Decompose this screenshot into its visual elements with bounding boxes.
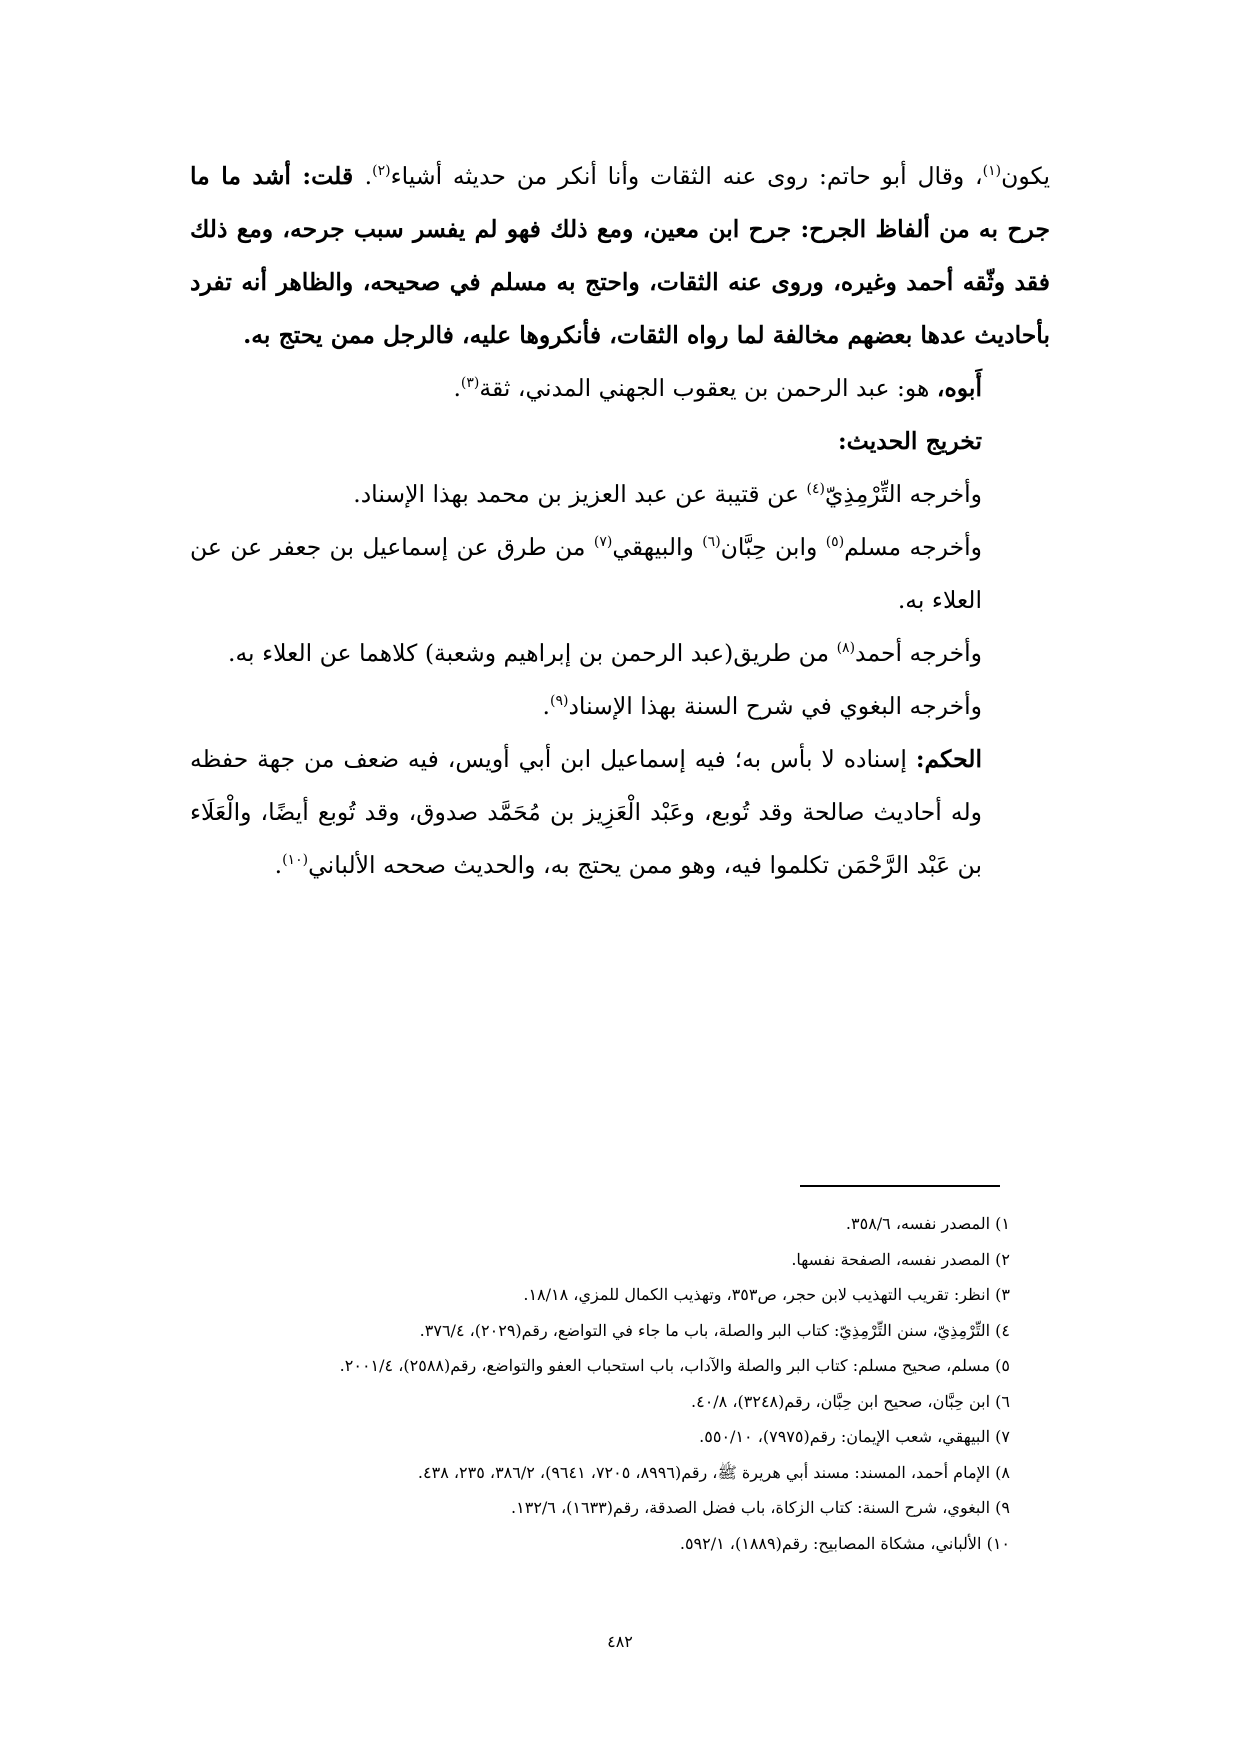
- text-span: والبيهقي: [612, 533, 703, 561]
- footnote-ref[interactable]: (١٠): [282, 852, 309, 869]
- footnote-ref[interactable]: (٩): [549, 693, 569, 710]
- bold-statement: قلت: أشد ما ما جرح به من ألفاظ الجرح: جرح ابن معين، ومع ذلك فهو لم يفسر سبب جرحه، ومع ذلك فقد وثّقه أحمد وغيره، وروى عنه الثقات، واحتج به مسلم في صحيحه، والظاهر أنه تفرد بأحاديث عدها بعضهم مخالفة لما رواه الثقات، فأنكروها عليه، فالرجل ممن يحتج به.: [190, 162, 1050, 349]
- footnote-item: ٩) البغوي، شرح السنة: كتاب الزكاة، باب فضل الصدقة، رقم(١٦٣٣)، ١٣٢/٦.: [511, 1498, 1010, 1517]
- footnote-ref[interactable]: (٦): [702, 534, 721, 551]
- text-span: وأخرجه البغوي في شرح السنة بهذا الإسناد: [568, 692, 982, 720]
- text-span: .: [274, 851, 283, 879]
- paragraph-muslim: [190, 521, 1050, 627]
- text-span: وأخرجه أحمد: [855, 639, 982, 667]
- footnote-separator: [800, 1185, 1000, 1187]
- footnotes: [130, 1206, 1010, 1561]
- footnote-ref[interactable]: (٢): [372, 163, 391, 180]
- text-span: وأخرجه مسلم: [844, 533, 982, 561]
- text-span: عن قتيبة عن عبد العزيز بن محمد بهذا الإسناد.: [353, 480, 807, 508]
- footnote-ref[interactable]: (٧): [593, 534, 613, 551]
- hukm-label: الحكم:: [915, 745, 982, 773]
- footnote-item: ٨) الإمام أحمد، المسند: مسند أبي هريرة ﷺ، رقم(٨٩٩٦، ٧٢٠٥، ٩٦٤١)، ٣٨٦/٢، ٢٣٥، ٤٣٨.: [417, 1462, 1010, 1482]
- footnote-item: ١٠) الألباني، مشكاة المصابيح: رقم(١٨٨٩)، ٥٩٢/١.: [679, 1533, 1010, 1553]
- footnote-item: ٦) ابن حِبَّان، صحيح ابن حِبَّان، رقم(٣٢٤٨)، ٤٠/٨.: [691, 1391, 1010, 1411]
- paragraph-narrator-critique: [190, 150, 1050, 362]
- paragraph-father: [190, 362, 1050, 415]
- footnote-item: ٢) المصدر نفسه، الصفحة نفسها.: [791, 1249, 1010, 1269]
- footnote-item: ٧) البيهقي، شعب الإيمان: رقم(٧٩٧٥)، ٥٥٠/١٠.: [699, 1427, 1010, 1446]
- text-span: .: [364, 162, 373, 190]
- paragraph-hukm: [190, 733, 1050, 892]
- page-number: ٤٨٢: [607, 1632, 633, 1651]
- footnote-item: ١) المصدر نفسه، ٣٥٨/٦.: [845, 1214, 1010, 1233]
- text-span: يكون: [1001, 162, 1050, 190]
- text-span: .: [453, 374, 461, 402]
- footnote-item: ٣) انظر: تقريب التهذيب لابن حجر، ص٣٥٣، وتهذيب الكمال للمزي، ١٨/١٨.: [523, 1285, 1010, 1304]
- text-span: وأخرجه التِّرْمِذِيّ: [824, 480, 982, 508]
- footnote-ref[interactable]: (٣): [460, 375, 480, 392]
- text-span: وابن حِبَّان: [720, 533, 826, 561]
- footnote-ref[interactable]: (٨): [836, 640, 856, 657]
- text-span: هو: عبد الرحمن بن يعقوب الجهني المدني، ثقة: [479, 374, 937, 402]
- text-span: ، وقال أبو حاتم: روى عنه الثقات وأنا أنكر من حديثه أشياء: [390, 162, 983, 190]
- footnote-ref[interactable]: (٥): [825, 534, 845, 551]
- paragraph-ahmad: [190, 627, 1050, 680]
- takhrij-heading: تخريج الحديث:: [837, 427, 982, 455]
- father-label: أَبوه،: [936, 374, 982, 402]
- paragraph-tirmidhi: [190, 468, 1050, 521]
- paragraph-baghawi: [190, 680, 1050, 733]
- text-span: إسناده لا بأس به؛ فيه إسماعيل ابن أبي أويس، فيه ضعف من جهة حفظه وله أحاديث صالحة وقد تُوبع، وعَبْد الْعَزِيز بن مُحَمَّد صدوق، وقد تُوبع أيضًا، والْعَلَاء بن عَبْد الرَّحْمَن تكلموا فيه، وهو ممن يحتج به، والحديث صححه الألباني: [190, 745, 982, 879]
- main-text: [190, 150, 1050, 892]
- footnote-item: ٤) التِّرْمِذِيّ، سنن التِّرْمِذِيّ: كتاب البر والصلة، باب ما جاء في التواضع، رقم(٢٠٢٩)، ٣٧٦/٤.: [419, 1320, 1010, 1340]
- text-span: .: [542, 692, 550, 720]
- footnote-ref[interactable]: (١): [982, 163, 1002, 180]
- footnote-item: ٥) مسلم، صحيح مسلم: كتاب البر والصلة والآداب، باب استحباب العفو والتواضع، رقم(٢٥٨٨)، ٢٠٠١/٤.: [339, 1356, 1010, 1375]
- text-span: من طرق عن إسماعيل بن جعفر عن عن العلاء به.: [190, 533, 982, 614]
- footnote-ref[interactable]: (٤): [806, 481, 825, 498]
- text-span: من طريق(عبد الرحمن بن إبراهيم وشعبة) كلاهما عن العلاء به.: [227, 639, 837, 667]
